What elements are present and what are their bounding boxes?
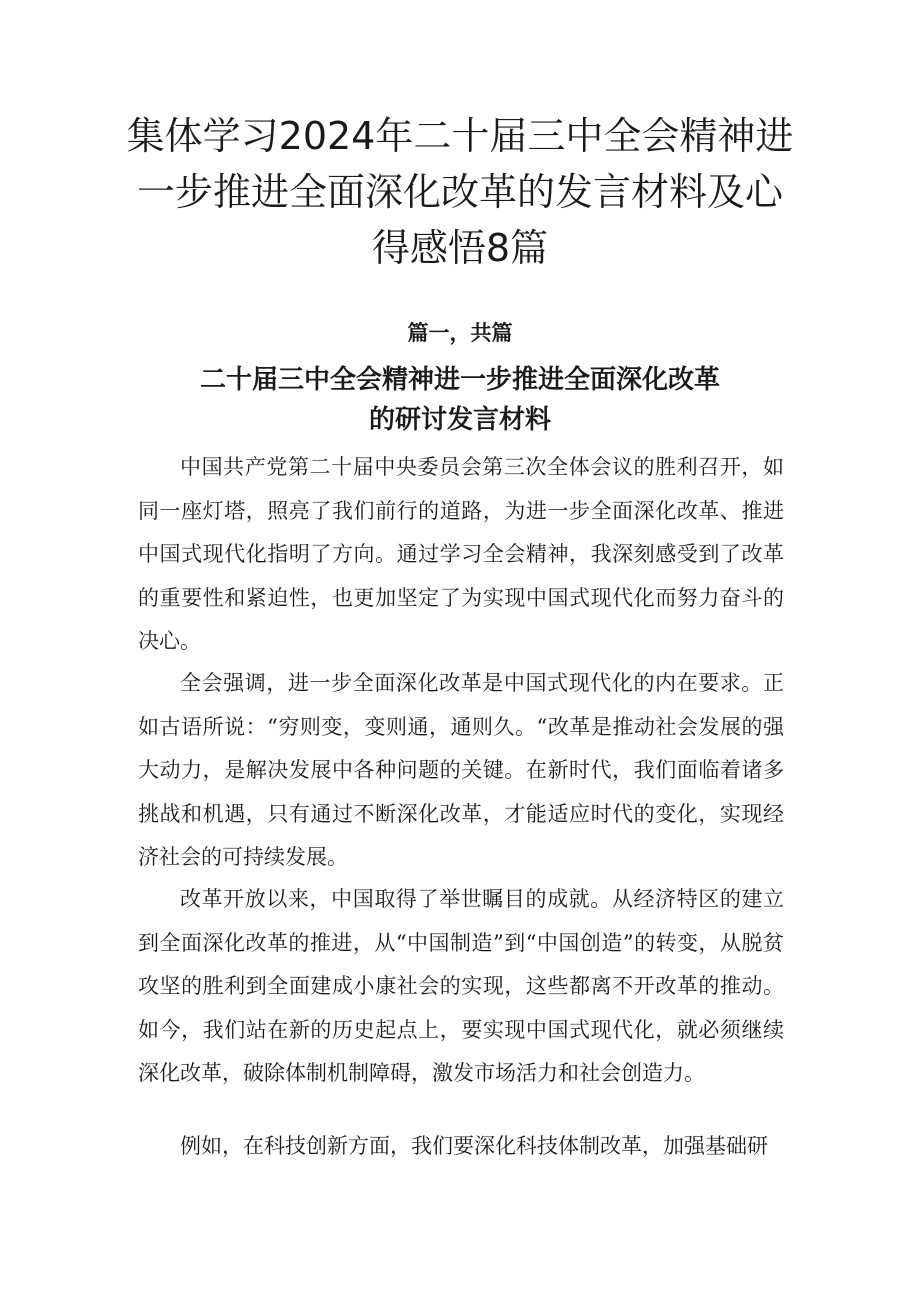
section-title-line-2: 的研讨发言材料 <box>368 405 551 435</box>
body-paragraph-1: 中国共产党第二十届中央委员会第三次全体会议的胜利召开，如同一座灯塔，照亮了我们前行的道路，为进一步全面深化改革、推进中国式现代化指明了方向。通过学习全会精神，我深刻感受到了改革的重要性和紧迫性，也更加坚定了为实现中国式现代化而努力奋斗的决心。 <box>138 455 784 653</box>
document-title: 集体学习2024年二十届三中全会精神进一步推进全面深化改革的发言材料及心得感悟8篇 <box>126 114 794 270</box>
body-paragraph-3: 改革开放以来，中国取得了举世瞩目的成就。从经济特区的建立到全面深化改革的推进，从“中国制造”到“中国创造”的转变，从脱贫攻坚的胜利到全面建成小康社会的实现，这些都离不开改革的推动。如今，我们站在新的历史起点上，要实现中国式现代化，就必须继续深化改革，破除体制机制障碍，激发市场活力和社会创造力。 <box>138 887 784 1085</box>
section-label: 篇一，共篇 <box>407 321 513 345</box>
body-paragraph-4: 例如，在科技创新方面，我们要深化科技体制改革，加强基础研 <box>180 1134 768 1158</box>
section-title <box>150 360 770 440</box>
section-title-line-1: 二十届三中全会精神进一步推进全面深化改革 <box>199 365 720 395</box>
body-paragraph-2: 全会强调，进一步全面深化改革是中国式现代化的内在要求。正如古语所说：“穷则变，变则通，通则久。“改革是推动社会发展的强大动力，是解决发展中各种问题的关键。在新时代，我们面临着诸多挑战和机遇，只有通过不断深化改革，才能适应时代的变化，实现经济社会的可持续发展。 <box>138 671 784 869</box>
